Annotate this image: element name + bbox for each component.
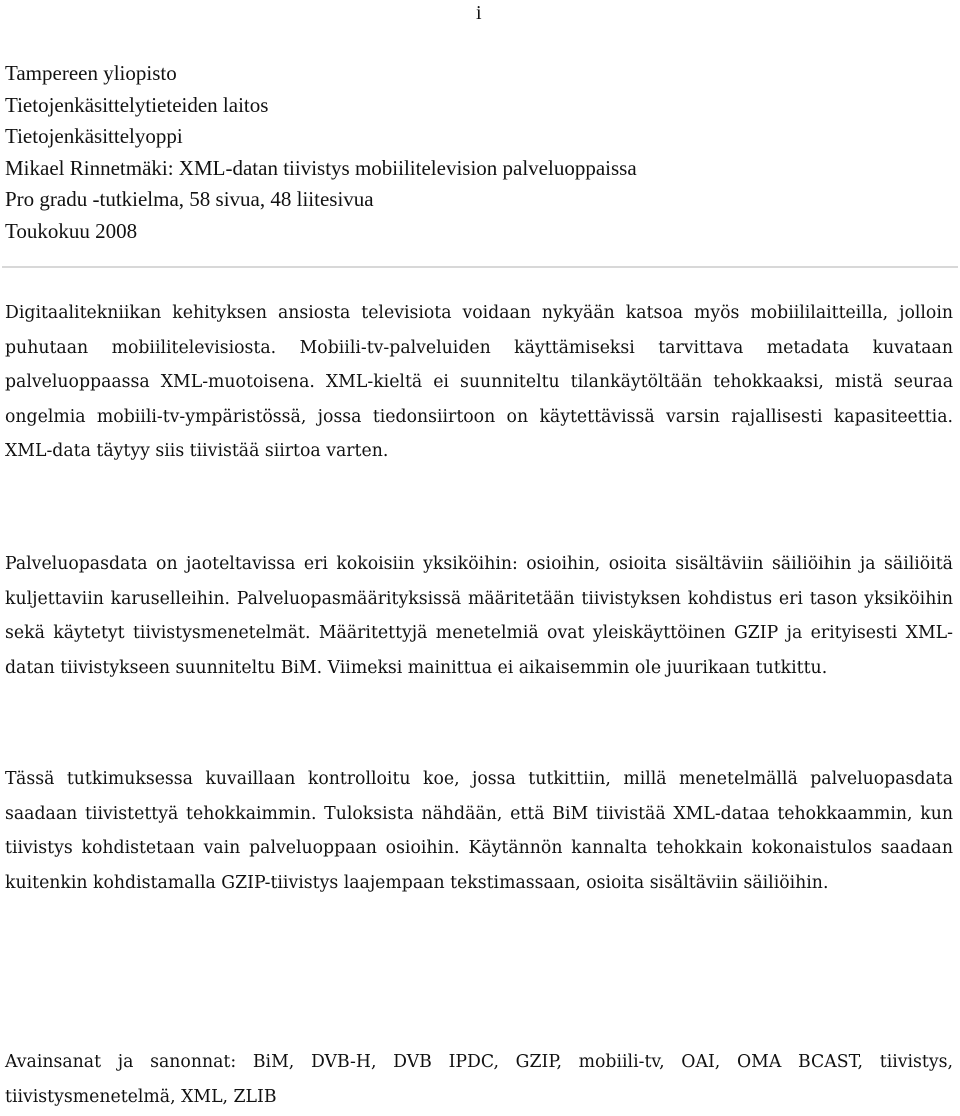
keywords: Avainsanat ja sanonnat: BiM, DVB-H, DVB IPDC, GZIP, mobiili-tv, OAI, OMA BCAST, tiivistys, tiivistysmenetelmä, XML, ZLIB — [5, 1052, 953, 1107]
university-name: Tampereen yliopisto — [5, 61, 177, 85]
subject-name: Tietojenkäsittelyoppi — [5, 124, 183, 149]
abstract-paragraph: Palveluopasdata on jaoteltavissa eri kokoisiin yksiköihin: osioihin, osioita sisältäviin säiliöihin ja säiliöitä kuljettaviin karuselleihin. Palveluopasmäärityksissä määritetään tiivistyksen kohdistus eri tason yksiköihin sekä käytetyt tiivistysmenetelmät. Määritettyjä menetelmiä ovat yleiskäyttöinen GZIP ja erityisesti XML-datan tiivistykseen suunniteltu BiM. Viimeksi mainittua ei aikaisemmin ole juurikaan tutkittu. — [5, 554, 953, 678]
page-number: i — [476, 2, 482, 24]
abstract-paragraph: Digitaalitekniikan kehityksen ansiosta televisiota voidaan nykyään katsoa myös mobiililaitteilla, jolloin puhutaan mobiilitelevisiosta. Mobiili-tv-palveluiden käyttämiseksi tarvittava metadata kuvataan palveluoppaassa XML-muotoisena. XML-kieltä ei suunniteltu tilankäytöltään tehokkaaksi, mistä seuraa ongelmia mobiili-tv-ympäristössä, jossa tiedonsiirtoon on käytettävissä varsin rajallisesti kapasiteettia. XML-data täytyy siis tiivistää siirtoa varten. — [5, 303, 953, 462]
department-name: Tietojenkäsittelytieteiden laitos — [5, 92, 269, 117]
thesis-type-and-pages: Pro gradu -tutkielma, 58 sivua, 48 liitesivua — [5, 187, 374, 212]
thesis-date: Toukokuu 2008 — [5, 218, 138, 243]
author-and-title: Mikael Rinnetmäki: XML-datan tiivistys mobiilitelevision palveluoppaissa — [5, 155, 637, 180]
thesis-header — [5, 58, 945, 248]
abstract-paragraph: Tässä tutkimuksessa kuvaillaan kontrolloitu koe, jossa tutkittiin, millä menetelmällä palveluopasdata saadaan tiivistettyä tehokkaimmin. Tuloksista nähdään, että BiM tiivistää XML-dataa tehokkaammin, kun tiivistys kohdistetaan vain palveluoppaan osioihin. Käytännön kannalta tehokkain kokonaistulos saadaan kuitenkin kohdistamalla GZIP-tiivistys laajempaan tekstimassaan, osioita sisältäviin säiliöihin. — [5, 769, 953, 893]
header-divider — [2, 266, 958, 268]
